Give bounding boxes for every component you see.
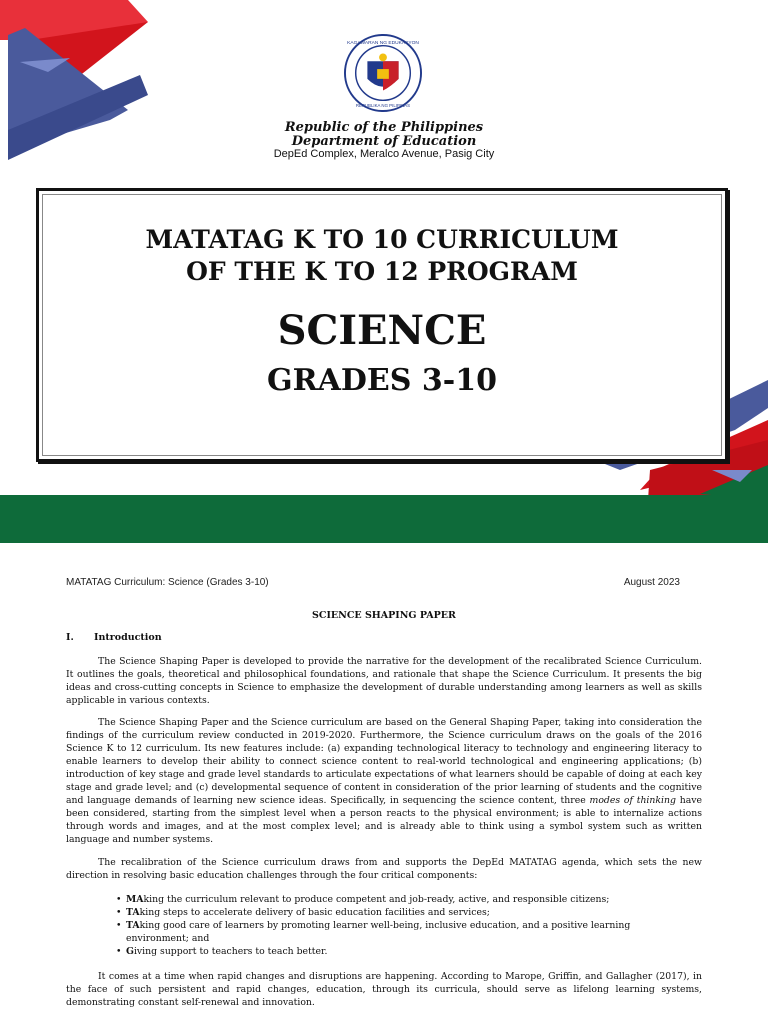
bullet-text: iving support to teachers to teach better.: [133, 946, 328, 957]
bullet-text: king good care of learners by promoting learner well-being, inclusive education, and a positive learning environment; and: [126, 920, 631, 944]
svg-text:REPUBLIKA NG PILIPINAS: REPUBLIKA NG PILIPINAS: [355, 103, 411, 109]
republic-heading: Republic of the Philippines: [284, 120, 484, 135]
section-title: Introduction: [94, 632, 162, 643]
list-item: [116, 893, 676, 906]
bullet-text: king the curriculum relevant to produce competent and job-ready, active, and responsible citizens;: [143, 894, 610, 905]
bullet-bold-prefix: MA: [126, 894, 144, 905]
running-header: MATATAG Curriculum: Science (Grades 3-10): [66, 577, 269, 588]
list-item: [116, 919, 676, 945]
curriculum-title-line1: MATATAG K TO 10 CURRICULUM: [145, 225, 619, 254]
bullet-text: king steps to accelerate delivery of basic education facilities and services;: [139, 907, 490, 918]
paper-title: SCIENCE SHAPING PAPER: [312, 610, 456, 621]
department-heading: Department of Education: [291, 134, 477, 149]
title-box: [36, 188, 728, 462]
paragraph-3: The recalibration of the Science curriculum draws from and supports the DepEd MATATAG agenda, which sets the new direction in resolving basic education challenges through the four critical components:: [66, 857, 702, 881]
paragraph-4: It comes at a time when rapid changes and disruptions are happening. According to Marope, Griffin, and Gallagher (2017), in the face of such persistent and rapid changes, education, through its curricula, should serve as lifelong learning systems, demonstrating constant self-renewal and innovation.: [66, 971, 702, 1008]
address: DepEd Complex, Meralco Avenue, Pasig City: [273, 148, 495, 160]
bullet-bold-prefix: G: [126, 946, 134, 957]
document-page: [0, 544, 768, 1024]
subject-title: SCIENCE: [277, 307, 487, 354]
svg-text:KAGAWARAN NG EDUKASYON: KAGAWARAN NG EDUKASYON: [347, 40, 419, 46]
section-heading: [66, 632, 162, 643]
section-number: I.: [66, 632, 74, 643]
matatag-bullet-list: [116, 893, 676, 958]
bullet-bold-prefix: TA: [126, 907, 140, 918]
deped-seal-icon: [344, 34, 422, 112]
document-date: August 2023: [623, 577, 680, 588]
paragraph-2-emphasis: modes of thinking: [589, 795, 676, 806]
paragraph-2-text-b: have been considered, starting from the simplest level when a person reacts to the physical environment; is able to internalize actions through words and images, and at the most complex level; and is already able to think using a symbol system such as written language and number systems.: [66, 795, 702, 845]
list-item: [116, 906, 676, 919]
green-band: [0, 495, 768, 543]
list-item: [116, 945, 676, 958]
paragraph-2: [66, 716, 702, 846]
paragraph-1: The Science Shaping Paper is developed to provide the narrative for the development of the recalibrated Science Curriculum. It outlines the goals, theoretical and philosophical foundations, and rationale that shape the Science Curriculum. It presents the big ideas and cross-cutting concepts in Science to emphasize the development of durable understanding among learners as well as skills applicable in various contexts.: [66, 656, 702, 706]
curriculum-title-line2: OF THE K TO 12 PROGRAM: [186, 257, 578, 286]
paragraph-2-text-a: The Science Shaping Paper and the Science curriculum are based on the General Shaping Paper, taking into consideration the findings of the curriculum review conducted in 2019-2020. Furthermore, the Science curriculum draws on the goals of the 2016 Science K to 12 curriculum. Its new features include: (a) expanding technological literacy to technology and engineering literacy to enable learners to develop their ability to connect science content to real-world technological and engineering applications; (b) introduction of key stage and grade level standards to articulate expectations of what learners should be capable of doing at each key stage and grade level; and (c) developmental sequence of content in consideration of the prior learning of students and the cognitive and language demands of learning new science ideas. Specifically, in sequencing the science content, three: [66, 717, 702, 806]
bullet-bold-prefix: TA: [126, 920, 140, 931]
grades-title: GRADES 3-10: [267, 363, 497, 398]
